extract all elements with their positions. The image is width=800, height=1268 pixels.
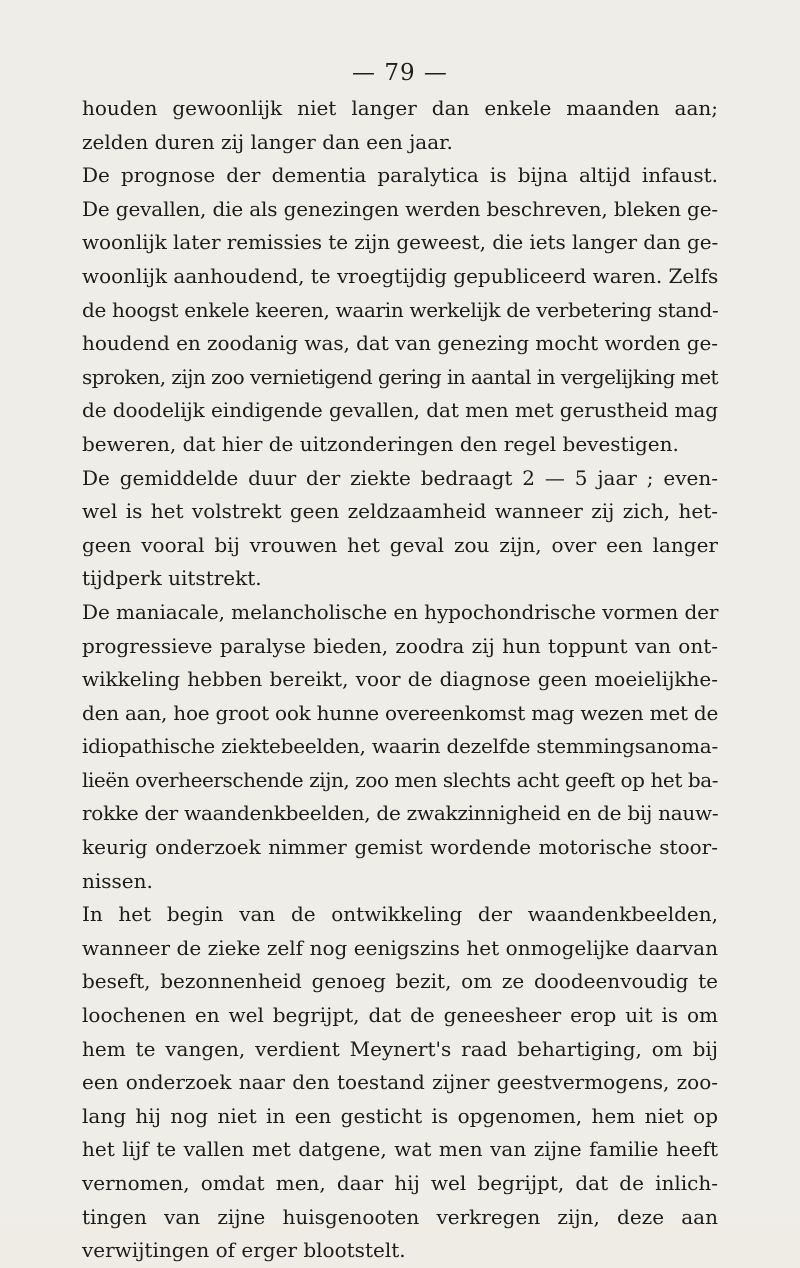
- text-line: tijdperk uitstrekt.: [82, 566, 262, 591]
- text-line: woonlijk aanhoudend, te vroegtijdig gepubliceerd waren. Zelfs: [82, 263, 719, 288]
- text-line: De gemiddelde duur der ziekte bedraagt 2 — 5 jaar ; even-: [82, 465, 718, 490]
- text-line: zelden duren zij langer dan een jaar.: [82, 129, 453, 154]
- body-text: [82, 92, 718, 1268]
- text-line: In het begin van de ontwikkeling der waandenkbeelden,: [82, 902, 718, 927]
- text-line: sproken, zijn zoo vernietigend gering in aantal in vergelijking met: [82, 364, 718, 389]
- text-line: geen vooral bij vrouwen het geval zou zijn, over een langer: [82, 532, 718, 557]
- text-line: den aan, hoe groot ook hunne overeenkomst mag wezen met de: [82, 700, 719, 725]
- text-line: wel is het volstrekt geen zeldzaamheid wanneer zij zich, het-: [82, 499, 718, 524]
- text-line: de hoogst enkele keeren, waarin werkelijk de verbetering stand-: [82, 297, 719, 322]
- text-line: beseft, bezonnenheid genoeg bezit, om ze doodeenvoudig te: [82, 969, 718, 994]
- text-line: loochenen en wel begrijpt, dat de geneesheer erop uit is om: [82, 1003, 718, 1028]
- text-line: De gevallen, die als genezingen werden beschreven, bleken ge-: [82, 196, 718, 221]
- page-number: — 79 —: [352, 60, 448, 86]
- text-line: lieën overheerschende zijn, zoo men slechts acht geeft op het ba-: [82, 767, 719, 792]
- text-line: een onderzoek naar den toestand zijner geestvermogens, zoo-: [82, 1070, 718, 1095]
- text-line: keurig onderzoek nimmer gemist wordende motorische stoor-: [82, 835, 718, 860]
- text-line: houden gewoonlijk niet langer dan enkele maanden aan;: [82, 96, 718, 120]
- text-line: tingen van zijne huisgenooten verkregen zijn, deze aan: [82, 1204, 718, 1229]
- text-line: woonlijk later remissies te zijn geweest, die iets langer dan ge-: [82, 230, 719, 255]
- text-line: De maniacale, melancholische en hypochondrische vormen der: [82, 599, 719, 624]
- text-line: de doodelijk eindigende gevallen, dat men met gerustheid mag: [82, 398, 718, 423]
- text-line: lang hij nog niet in een gesticht is opgenomen, hem niet op: [82, 1103, 718, 1128]
- text-line: wanneer de zieke zelf nog eenigszins het onmogelijke daarvan: [82, 935, 718, 960]
- text-line: wikkeling hebben bereikt, voor de diagnose geen moeielijkhe-: [82, 667, 718, 692]
- text-line: idiopathische ziektebeelden, waarin dezelfde stemmingsanoma-: [82, 734, 718, 759]
- text-line: hem te vangen, verdient Meynert's raad behartiging, om bij: [82, 1036, 718, 1061]
- text-line: vernomen, omdat men, daar hij wel begrijpt, dat de inlich-: [82, 1171, 718, 1195]
- text-line: progressieve paralyse bieden, zoodra zij hun toppunt van ont-: [82, 633, 718, 658]
- text-line: houdend en zoodanig was, dat van genezing mocht worden ge-: [82, 331, 718, 356]
- text-line: het lijf te vallen met datgene, wat men van zijne familie heeft: [82, 1137, 718, 1162]
- text-line: verwijtingen of erger blootstelt.: [82, 1238, 406, 1263]
- text-line: beweren, dat hier de uitzonderingen den regel bevestigen.: [82, 431, 679, 456]
- text-line: nissen.: [82, 868, 153, 893]
- text-line: De prognose der dementia paralytica is bijna altijd infaust.: [82, 163, 718, 188]
- text-line: rokke der waandenkbeelden, de zwakzinnigheid en de bij nauw-: [82, 801, 719, 826]
